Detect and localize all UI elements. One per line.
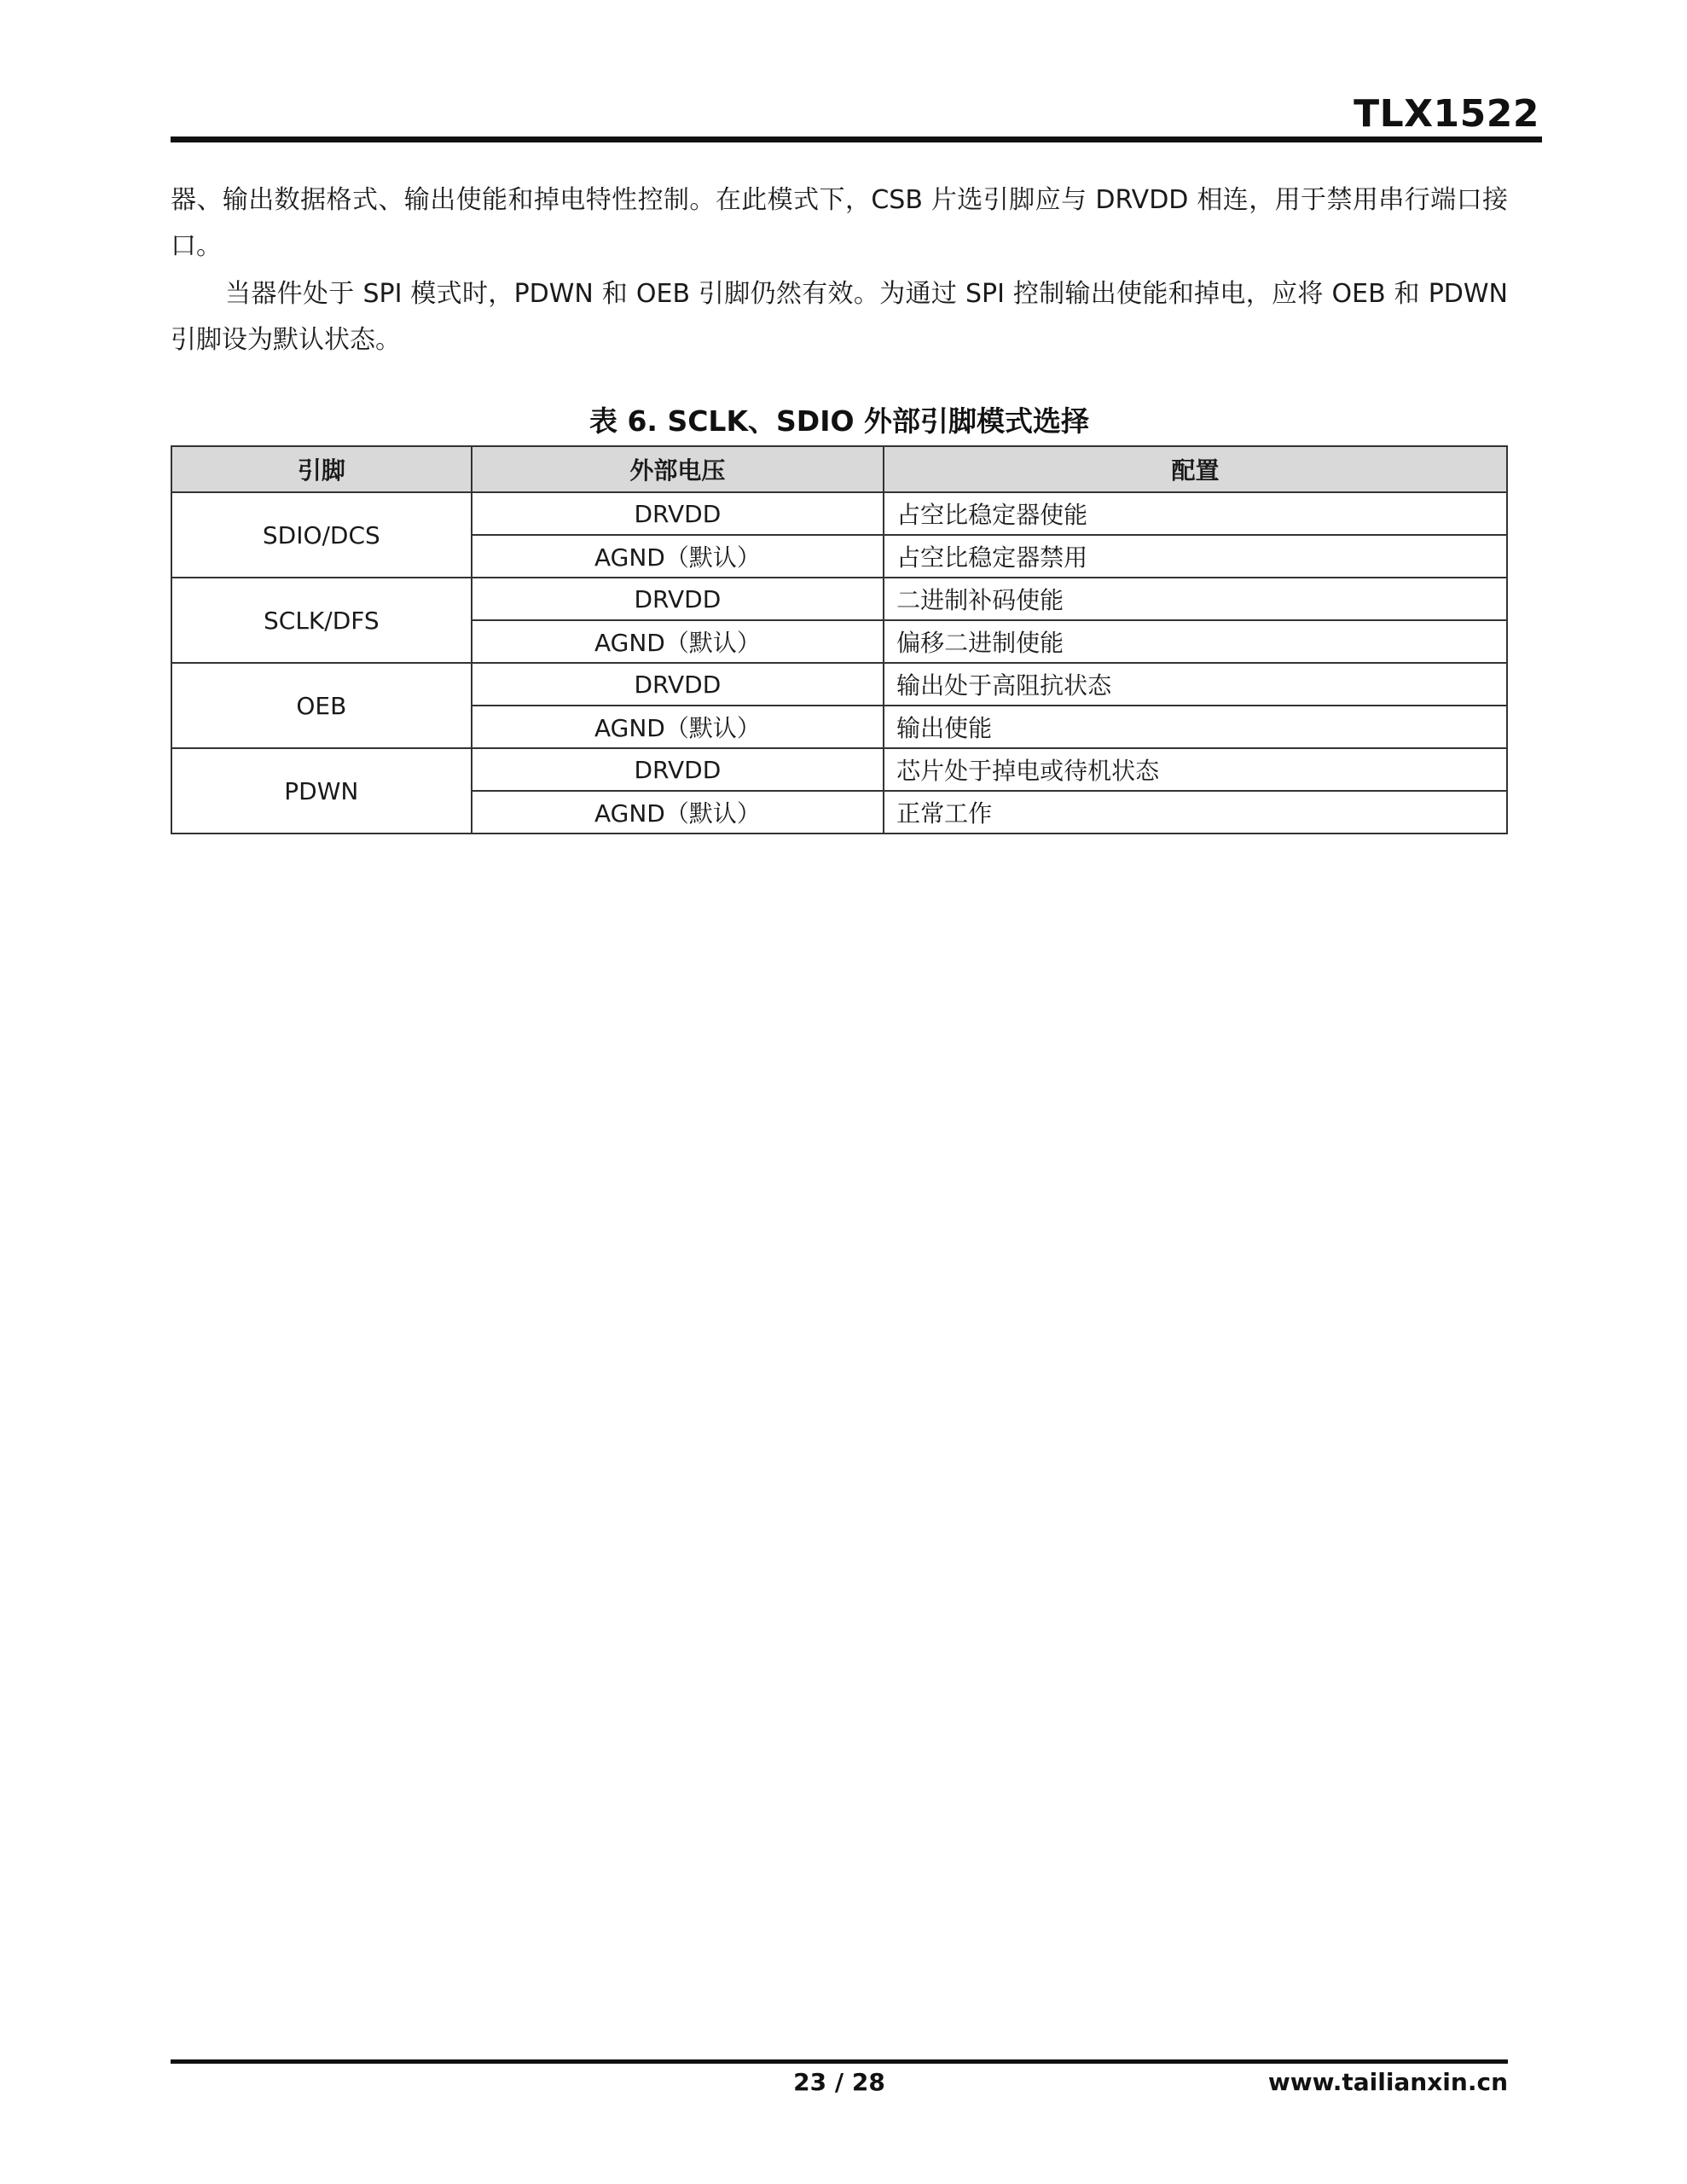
pin-cell: PDWN (171, 748, 472, 834)
voltage-cell: DRVDD (472, 748, 884, 791)
table-caption: 表 6. SCLK、SDIO 外部引脚模式选择 (588, 404, 1090, 438)
page-number: 23 / 28 (793, 2068, 885, 2096)
voltage-cell: AGND（默认） (472, 791, 884, 834)
config-cell: 输出处于高阻抗状态 (884, 663, 1507, 706)
footer-rule (171, 2059, 1508, 2064)
table-row (171, 578, 1507, 620)
voltage-cell: DRVDD (472, 578, 884, 620)
config-cell: 二进制补码使能 (884, 578, 1507, 620)
table-header-row (171, 446, 1507, 492)
header-rule (171, 136, 1542, 142)
pin-mode-table (171, 445, 1508, 834)
config-cell: 正常工作 (884, 791, 1507, 834)
pin-cell: SDIO/DCS (171, 492, 472, 578)
pin-cell: SCLK/DFS (171, 578, 472, 663)
config-cell: 占空比稳定器禁用 (884, 535, 1507, 578)
config-cell: 偏移二进制使能 (884, 620, 1507, 663)
body-paragraph: 器、输出数据格式、输出使能和掉电特性控制。在此模式下，CSB 片选引脚应与 DRVDD 相连，用于禁用串行端口接口。 (171, 185, 1508, 261)
document-title: TLX1522 (1354, 92, 1539, 136)
voltage-cell: AGND（默认） (472, 535, 884, 578)
header-config: 配置 (884, 446, 1507, 492)
voltage-cell: DRVDD (472, 663, 884, 706)
table-row (171, 663, 1507, 706)
voltage-cell: AGND（默认） (472, 706, 884, 748)
website-url: www.tailianxin.cn (1267, 2068, 1508, 2096)
config-cell: 芯片处于掉电或待机状态 (884, 748, 1507, 791)
table-row (171, 748, 1507, 791)
pin-cell: OEB (171, 663, 472, 748)
header-voltage: 外部电压 (472, 446, 884, 492)
table-row (171, 492, 1507, 535)
body-paragraph: 当器件处于 SPI 模式时，PDWN 和 OEB 引脚仍然有效。为通过 SPI 控制输出使能和掉电，应将 OEB 和 PDWN 引脚设为默认状态。 (171, 279, 1508, 355)
config-cell: 占空比稳定器使能 (884, 492, 1507, 535)
config-cell: 输出使能 (884, 706, 1507, 748)
voltage-cell: AGND（默认） (472, 620, 884, 663)
header-pin: 引脚 (171, 446, 472, 492)
voltage-cell: DRVDD (472, 492, 884, 535)
